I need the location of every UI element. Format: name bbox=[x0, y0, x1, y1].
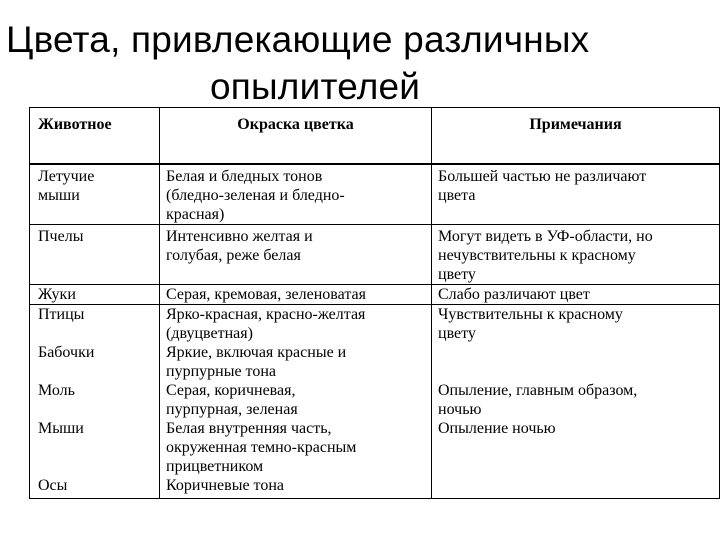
cell-flower-color: Серая, коричневая, пурпурная, зеленая bbox=[160, 381, 432, 419]
cell-animal: Птицы bbox=[30, 305, 160, 344]
header-flower-color: Окраска цветка bbox=[160, 108, 432, 165]
table-row bbox=[30, 305, 720, 344]
cell-flower-color: Серая, кремовая, зеленоватая bbox=[160, 285, 432, 305]
cell-animal: Летучие мыши bbox=[30, 164, 160, 225]
cell-notes bbox=[432, 476, 720, 498]
table-row bbox=[30, 285, 720, 305]
table-row bbox=[30, 164, 720, 225]
cell-flower-color: Белая и бледных тонов (бледно-зеленая и бледно- красная) bbox=[160, 164, 432, 225]
table-row bbox=[30, 343, 720, 381]
cell-notes: Большей частью не различают цвета bbox=[432, 164, 720, 225]
cell-animal: Бабочки bbox=[30, 343, 160, 381]
table-row bbox=[30, 419, 720, 476]
cell-animal: Осы bbox=[30, 476, 160, 498]
header-animal: Животное bbox=[30, 108, 160, 165]
cell-notes: Опыление, главным образом, ночью bbox=[432, 381, 720, 419]
slide-title bbox=[0, 16, 720, 110]
cell-notes: Опыление ночью bbox=[432, 419, 720, 476]
cell-flower-color: Ярко-красная, красно-желтая (двуцветная) bbox=[160, 305, 432, 344]
cell-notes: Могут видеть в УФ-области, но нечувствительны к красному цвету bbox=[432, 225, 720, 285]
cell-animal: Жуки bbox=[30, 285, 160, 305]
slide-title-line-2: опылителей bbox=[210, 66, 421, 107]
cell-flower-color: Яркие, включая красные и пурпурные тона bbox=[160, 343, 432, 381]
table-row bbox=[30, 476, 720, 498]
table-row bbox=[30, 225, 720, 285]
slide-title-line-1: Цвета, привлекающие различных bbox=[6, 19, 590, 60]
cell-notes: Чувствительны к красному цвету bbox=[432, 305, 720, 344]
table-header-row bbox=[30, 108, 720, 165]
table-row bbox=[30, 381, 720, 419]
pollinator-table-container bbox=[29, 107, 719, 494]
cell-notes: Слабо различают цвет bbox=[432, 285, 720, 305]
cell-animal: Моль bbox=[30, 381, 160, 419]
pollinator-table bbox=[29, 107, 720, 499]
cell-flower-color: Белая внутренняя часть, окруженная темно-красным прицветником bbox=[160, 419, 432, 476]
cell-animal: Мыши bbox=[30, 419, 160, 476]
cell-flower-color: Интенсивно желтая и голубая, реже белая bbox=[160, 225, 432, 285]
cell-animal: Пчелы bbox=[30, 225, 160, 285]
cell-flower-color: Коричневые тона bbox=[160, 476, 432, 498]
cell-notes bbox=[432, 343, 720, 381]
header-notes: Примечания bbox=[432, 108, 720, 165]
